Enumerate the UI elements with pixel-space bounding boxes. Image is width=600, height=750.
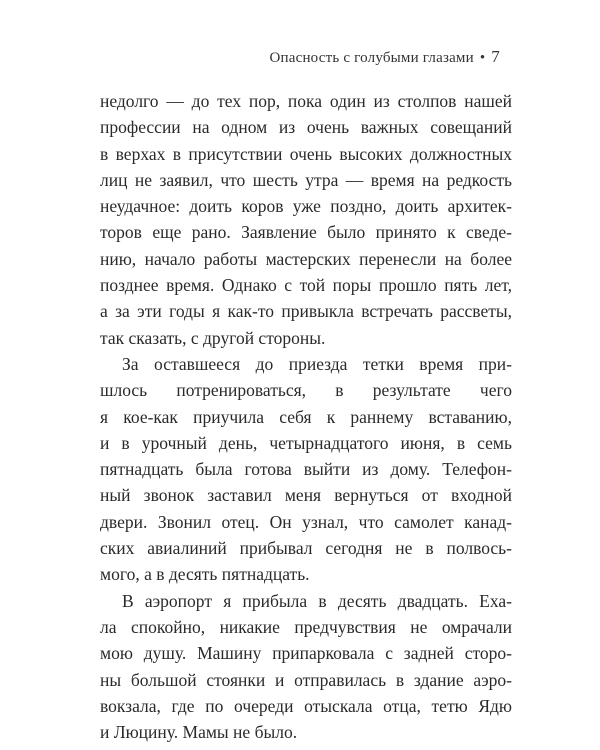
text-line: ла спокойно, никакие предчувствия не омрачали bbox=[100, 616, 512, 637]
text-line: лиц не заявил, что шесть утра — время на редкость bbox=[100, 169, 512, 190]
text-line: профессии на одном из очень важных совещаний bbox=[100, 117, 512, 138]
text-line: шлось потренироваться, в результате чего bbox=[100, 380, 512, 401]
text-line: и Люцину. Мамы не было. bbox=[100, 722, 298, 743]
running-header bbox=[269, 47, 500, 67]
text-line: позднее время. Однако с той поры прошло пять лет, bbox=[100, 275, 512, 296]
text-line: вокзала, где по очереди отыскала отца, тетю Ядю bbox=[100, 695, 512, 716]
text-line: мого, а в десять пятнадцать. bbox=[100, 564, 310, 585]
text-line: и в урочный день, четырнадцатого июня, в семь bbox=[100, 432, 512, 453]
text-line: недолго — до тех пор, пока один из столпов нашей bbox=[100, 91, 512, 111]
text-line: двери. Звонил отец. Он узнал, что самолет канад- bbox=[100, 511, 512, 532]
text-line: торов еще рано. Заявление было принято к сведе- bbox=[100, 222, 512, 243]
text-line: ный звонок заставил меня вернуться от входной bbox=[100, 485, 512, 506]
text-line: нию, начало работы мастерских перенесли на более bbox=[100, 248, 512, 269]
body-text bbox=[100, 88, 512, 745]
text-line: неудачное: доить коров уже поздно, доить архитек- bbox=[100, 196, 512, 217]
page-number: 7 bbox=[491, 47, 500, 66]
text-line: мою душу. Машину припарковала с задней сторо- bbox=[100, 643, 512, 664]
paragraph-3 bbox=[100, 588, 512, 746]
running-header-title: Опасность с голубыми глазами bbox=[269, 50, 474, 66]
text-line: ских авиалиний прибывал сегодня не в полвось- bbox=[100, 538, 512, 559]
text-line: в верхах в присутствии очень высоких должностных bbox=[100, 143, 512, 164]
text-line: пятнадцать была готова выйти из дому. Телефон- bbox=[100, 459, 512, 480]
paragraph-1 bbox=[100, 88, 512, 351]
text-line: За оставшееся до приезда тетки время при- bbox=[122, 353, 512, 374]
text-line: а за эти годы я как-то привыкла встречать рассветы, bbox=[100, 301, 512, 322]
text-line: ны большой стоянки и отправилась в здание аэро- bbox=[100, 669, 512, 690]
header-bullet-separator: • bbox=[479, 50, 486, 66]
text-line: В аэропорт я прибыла в десять двадцать. Еха- bbox=[122, 590, 512, 611]
paragraph-2 bbox=[100, 351, 512, 588]
text-line: я кое-как приучила себя к раннему вставанию, bbox=[100, 406, 512, 427]
text-line: так сказать, с другой стороны. bbox=[100, 327, 326, 348]
